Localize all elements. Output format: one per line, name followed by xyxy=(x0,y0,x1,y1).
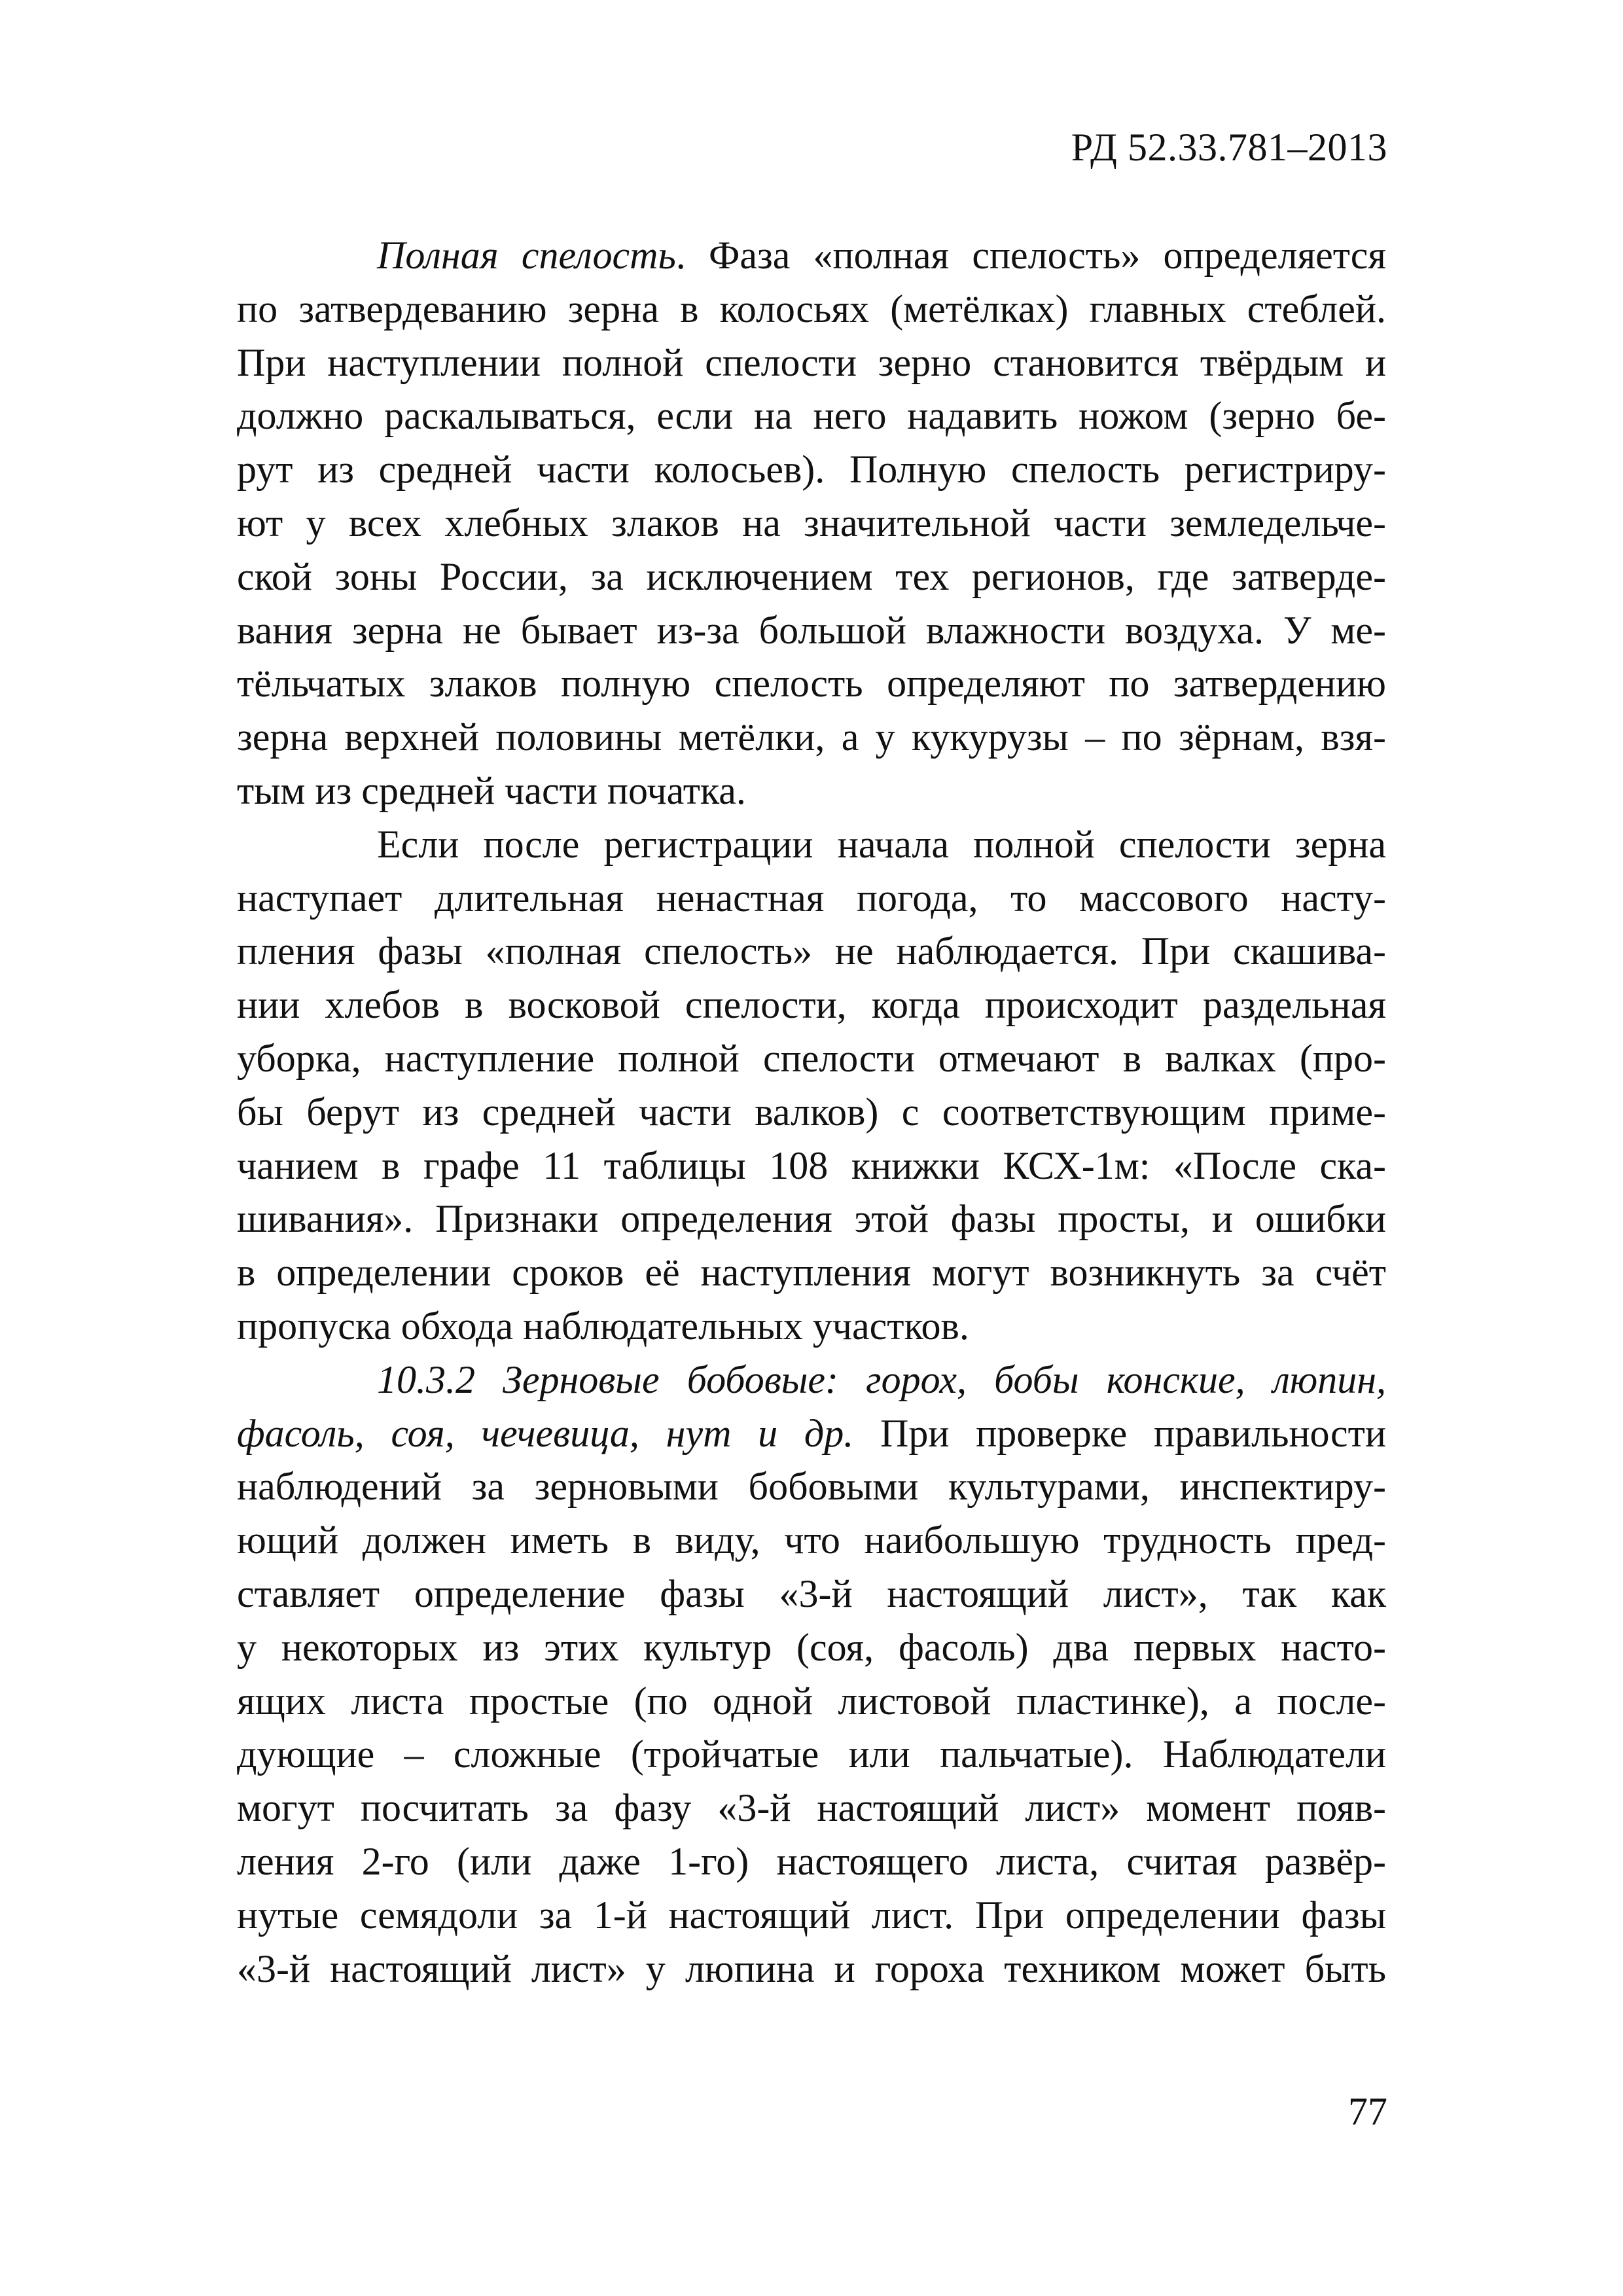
paragraph-2-line: наступает длительная ненастная погода, то массового насту- xyxy=(237,876,1386,920)
paragraph-3-line: могут посчитать за фазу «3-й настоящий лист» момент появ- xyxy=(237,1786,1386,1830)
paragraph-1-line: ют у всех хлебных злаков на значительной части земледельче- xyxy=(237,501,1386,545)
paragraph-1-line: вания зерна не бывает из-за большой влажности воздуха. У ме- xyxy=(237,608,1386,652)
paragraph-1-line: тым из средней части початка. xyxy=(237,768,746,812)
paragraph-2-line: в определении сроков её наступления могут возникнуть за счёт xyxy=(237,1251,1386,1295)
paragraph-2-line: Если после регистрации начала полной спелости зерна xyxy=(377,822,1386,866)
paragraph-1-line: ской зоны России, за исключением тех регионов, где затверде- xyxy=(237,554,1386,598)
paragraph-3-line: ящих листа простые (по одной листовой пластинке), а после- xyxy=(237,1679,1386,1723)
paragraph-3-line: ления 2-го (или даже 1-го) настоящего листа, считая развёр- xyxy=(237,1839,1386,1883)
paragraph-3-line: наблюдений за зерновыми бобовыми культурами, инспектиру- xyxy=(237,1465,1386,1509)
paragraph-3-line: у некоторых из этих культур (соя, фасоль) два первых насто- xyxy=(237,1625,1386,1669)
paragraph-1-line: зерна верхней половины метёлки, а у кукурузы – по зёрнам, взя- xyxy=(237,715,1386,759)
body-text xyxy=(237,229,1386,1996)
paragraph-3-line: нутые семядоли за 1-й настоящий лист. При определении фазы xyxy=(237,1893,1386,1937)
paragraph-2-line: пления фазы «полная спелость» не наблюдается. При скашива- xyxy=(237,929,1386,973)
paragraph-3-line: ставляет определение фазы «3-й настоящий лист», так как xyxy=(237,1571,1386,1615)
document-code-header: РД 52.33.781–2013 xyxy=(1071,126,1387,169)
paragraph-2-line: шивания». Признаки определения этой фазы просты, и ошибки xyxy=(237,1197,1386,1241)
paragraph-3-line: дующие – сложные (тройчатые или пальчатые). Наблюдатели xyxy=(237,1732,1386,1776)
section-heading-10-3-2: 10.3.2 Зерновые бобовые: горох, бобы конские, люпин, xyxy=(377,1357,1386,1401)
paragraph-1-line: рут из средней части колосьев). Полную спелость регистриру- xyxy=(237,448,1386,492)
paragraph-1-line-1 xyxy=(237,229,1386,283)
paragraph-1-line: При наступлении полной спелости зерно становится твёрдым и xyxy=(237,340,1386,384)
section-heading-continuation: фасоль, соя, чечевица, нут и др. xyxy=(237,1411,854,1455)
paragraph-2-line: уборка, наступление полной спелости отмечают в валках (про- xyxy=(237,1036,1386,1080)
paragraph-2-line: пропуска обхода наблюдательных участков. xyxy=(237,1304,969,1348)
paragraph-1-line: по затвердеванию зерна в колосьях (метёлках) главных стеблей. xyxy=(237,287,1386,331)
paragraph-1-line-1-text: . Фаза «полная спелость» определяется xyxy=(675,234,1386,277)
paragraph-1-line: должно раскалываться, если на него надавить ножом (зерно бе- xyxy=(237,394,1386,438)
paragraph-2-line: бы берут из средней части валков) с соответствующим приме- xyxy=(237,1090,1386,1134)
paragraph-1-line: тёльчатых злаков полную спелость определяют по затвердению xyxy=(237,662,1386,706)
paragraph-3-line: «3-й настоящий лист» у люпина и гороха техником может быть xyxy=(237,1946,1386,1990)
paragraph-1-lead-italic: Полная спелость xyxy=(377,234,676,277)
paragraph-2-line: чанием в графе 11 таблицы 108 книжки КСХ-1м: «После ска- xyxy=(237,1143,1386,1187)
paragraph-3-line-2-text: При проверке правильности xyxy=(853,1411,1387,1455)
paragraph-3-line-2 xyxy=(237,1407,1386,1461)
paragraph-3-line: ющий должен иметь в виду, что наибольшую трудность пред- xyxy=(237,1518,1386,1562)
page-number: 77 xyxy=(1348,2090,1387,2133)
paragraph-2-line: нии хлебов в восковой спелости, когда происходит раздельная xyxy=(237,983,1386,1027)
